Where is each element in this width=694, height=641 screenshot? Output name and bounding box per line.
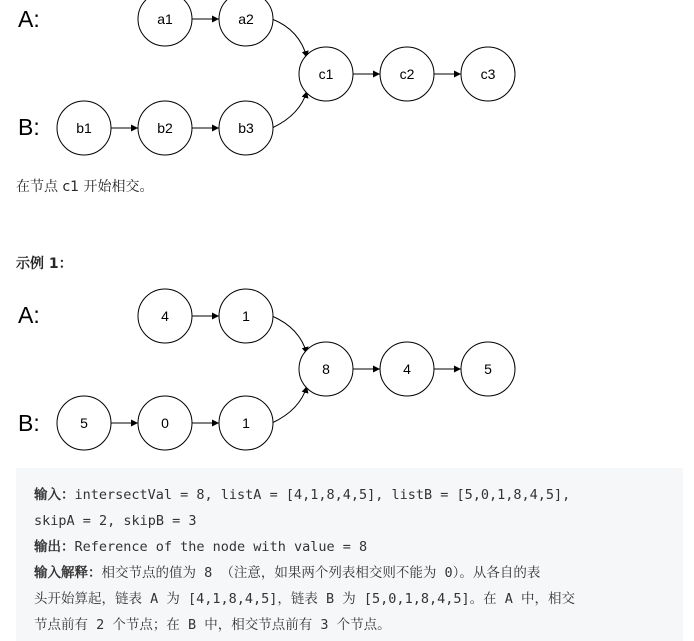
svg-text:b2: b2 bbox=[157, 120, 173, 136]
intro-caption: 在节点 c1 开始相交。 bbox=[16, 179, 154, 195]
edge-b3-c1 bbox=[272, 91, 307, 128]
explain-line-3: 节点前有 2 个节点；在 B 中，相交节点前有 3 个节点。 bbox=[34, 617, 391, 633]
edge-a2-c1 bbox=[272, 19, 307, 58]
explain-line-1 bbox=[34, 560, 665, 586]
svg-text:1: 1 bbox=[242, 308, 250, 324]
output-text: Reference of the node with value = 8 bbox=[74, 539, 368, 555]
list-b-label: B: bbox=[18, 410, 40, 436]
node-c3 bbox=[461, 47, 515, 101]
explain-line-2: 头开始算起，链表 A 为 [4,1,8,4,5]，链表 B 为 [5,0,1,8,4,5]。在 A 中，相交 bbox=[34, 591, 575, 607]
edge-1b-8 bbox=[272, 386, 307, 423]
input-line-1 bbox=[34, 482, 665, 508]
edge-1-8 bbox=[272, 316, 307, 354]
node-a2 bbox=[219, 0, 273, 46]
node-b-5 bbox=[57, 396, 111, 450]
node-a-4 bbox=[138, 289, 192, 343]
svg-text:4: 4 bbox=[161, 308, 169, 324]
list-a-label: A: bbox=[18, 302, 40, 328]
node-c1 bbox=[299, 47, 353, 101]
intro-linked-list-diagram bbox=[0, 0, 694, 162]
node-a-1 bbox=[219, 289, 273, 343]
svg-text:c1: c1 bbox=[318, 66, 334, 82]
node-shared-4 bbox=[380, 342, 434, 396]
svg-text:8: 8 bbox=[322, 361, 330, 377]
node-b-0 bbox=[138, 396, 192, 450]
input-line-2: skipA = 2, skipB = 3 bbox=[34, 513, 197, 529]
list-a-label: A: bbox=[18, 6, 40, 32]
svg-text:4: 4 bbox=[403, 361, 411, 377]
svg-text:1: 1 bbox=[242, 415, 250, 431]
svg-text:c2: c2 bbox=[399, 66, 415, 82]
node-b3 bbox=[219, 101, 273, 155]
svg-text:c3: c3 bbox=[480, 66, 496, 82]
example-linked-list-diagram bbox=[0, 288, 694, 452]
output-label: 输出： bbox=[34, 539, 75, 555]
node-b-1 bbox=[219, 396, 273, 450]
node-c2 bbox=[380, 47, 434, 101]
explain-label: 输入解释： bbox=[34, 565, 102, 581]
svg-text:a1: a1 bbox=[157, 11, 173, 27]
svg-text:b1: b1 bbox=[76, 120, 92, 136]
input-text-1: intersectVal = 8, listA = [4,1,8,4,5], listB = [5,0,1,8,4,5], bbox=[74, 487, 571, 503]
example-block bbox=[16, 468, 683, 641]
list-b-label: B: bbox=[18, 114, 40, 140]
example-title: 示例 1： bbox=[16, 256, 73, 272]
output-line bbox=[34, 534, 665, 560]
node-b2 bbox=[138, 101, 192, 155]
node-a1 bbox=[138, 0, 192, 46]
svg-text:0: 0 bbox=[161, 415, 169, 431]
node-shared-5 bbox=[461, 342, 515, 396]
svg-text:5: 5 bbox=[484, 361, 492, 377]
node-b1 bbox=[57, 101, 111, 155]
explain-text-1: 相交节点的值为 8 （注意，如果两个列表相交则不能为 0）。从各自的表 bbox=[101, 565, 541, 581]
svg-text:b3: b3 bbox=[238, 120, 254, 136]
svg-text:5: 5 bbox=[80, 415, 88, 431]
node-shared-8 bbox=[299, 342, 353, 396]
input-label: 输入： bbox=[34, 487, 75, 503]
svg-text:a2: a2 bbox=[238, 11, 254, 27]
